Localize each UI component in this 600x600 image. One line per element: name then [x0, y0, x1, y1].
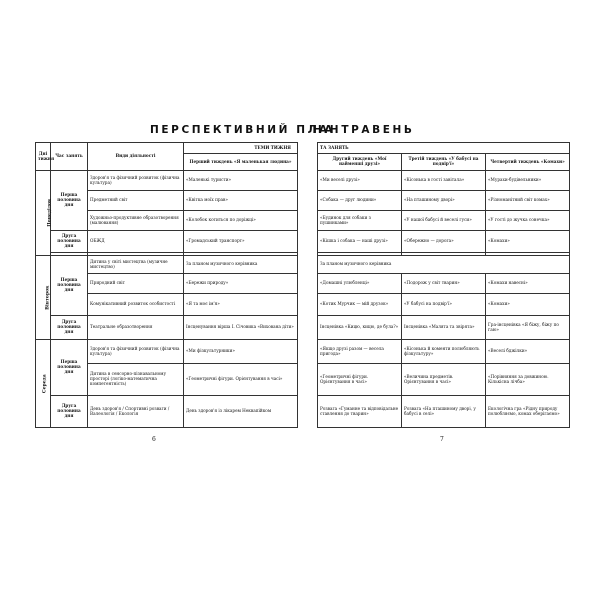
week4-cell: Гра-інсценівка «Я біжу, біжу по гаю» — [486, 316, 570, 340]
period-first-tuesday: Перша половина дня — [51, 256, 88, 316]
week3-cell: Інсценівка «Малята та звірята» — [402, 316, 486, 340]
activity-cell: ОБЖД — [88, 231, 184, 253]
header-themes-left: ТЕМИ ТИЖНЯ — [184, 143, 298, 154]
week2-cell: «Домашні улюбленці» — [318, 274, 402, 294]
week2-cell: «Якщо друзі разом — весела пригода» — [318, 340, 402, 364]
activity-cell: Театральне образотворення — [88, 316, 184, 340]
week4-cell: «Комахи» — [486, 294, 570, 316]
activity-cell: Здоров'я та фізичний розвиток (фізична культура) — [88, 171, 184, 191]
week4-cell: «Комахи навесні» — [486, 274, 570, 294]
week1-cell: «Я та моє ім'я» — [184, 294, 298, 316]
week4-cell: «Мурахи-будівельники» — [486, 171, 570, 191]
day-label-wednesday: Середа — [36, 340, 51, 428]
activity-cell: Здоров'я та фізичний розвиток (фізична культура) — [88, 340, 184, 364]
week3-cell: «Подорож у світ тварин» — [402, 274, 486, 294]
week1-cell: Інсценування вірша І. Січовика «Вихована діти» — [184, 316, 298, 340]
activity-cell: Комунікативний розвиток особистості — [88, 294, 184, 316]
activity-cell: Художньо-продуктивне образотворення (малювання) — [88, 211, 184, 231]
week2-cell: Розвага «Гуманне та відповідальне ставлення до тварин» — [318, 396, 402, 428]
header-time: Час занять — [51, 143, 88, 171]
week4-cell: Екологічна гра «Рідну природу полюбляємо, комах оберігаємо» — [486, 396, 570, 428]
week4-cell: «У гості до жучка сонечка» — [486, 211, 570, 231]
day-label-monday: Понеділок — [36, 171, 51, 256]
week3-cell: «Величина предметів. Орієнтування в часі» — [402, 364, 486, 396]
activity-cell: Предметний світ — [88, 191, 184, 211]
header-week-4: Четвертий тиждень «Комахи» — [486, 154, 570, 171]
header-activity: Види діяльності — [88, 143, 184, 171]
week3-cell: «Кісонька й коменти полюбляють фізкультуру» — [402, 340, 486, 364]
week4-cell: «Різноманітний світ комах» — [486, 191, 570, 211]
period-second-tuesday: Друга половина дня — [51, 316, 88, 340]
week1-cell: «Геометричні фігури. Орієнтування в часі» — [184, 364, 298, 396]
week3-cell: Розвага «На пташиному дворі, у бабусі в селі» — [402, 396, 486, 428]
week2-cell: Інсценівка «Кицю, кицю, де була?» — [318, 316, 402, 340]
week1-cell: «Квітка моїх прав» — [184, 191, 298, 211]
week3-cell: «На пташиному дворі» — [402, 191, 486, 211]
period-first-wednesday: Перша половина дня — [51, 340, 88, 396]
page-number-right: 7 — [440, 436, 444, 443]
week2-cell: «Котик Мурчик — мій друзок» — [318, 294, 402, 316]
week2-cell: «Геометричні фігури. Орієнтування в часі» — [318, 364, 402, 396]
plan-table-left — [35, 142, 298, 428]
activity-cell: Природний світ — [88, 274, 184, 294]
header-week-3: Третій тиждень «У бабусі на подвір'ї» — [402, 154, 486, 171]
week1-cell: «Ми фізкультурники» — [184, 340, 298, 364]
activity-cell: Дитина в сенсорно-пізнавальному просторі (логіко-математична компетентність) — [88, 364, 184, 396]
week4-cell: «Порівняння за довжиною. Кількісна лічба» — [486, 364, 570, 396]
week4-cell: «Комахи» — [486, 231, 570, 253]
week3-cell: «У нашої бабусі й веселі гуси» — [402, 211, 486, 231]
week1-cell: «Маленькі туристи» — [184, 171, 298, 191]
page-title-right: НА ТРАВЕНЬ — [313, 124, 415, 136]
period-first-monday: Перша половина дня — [51, 171, 88, 231]
week1-cell: «Бережи природу» — [184, 274, 298, 294]
week1-cell: За планом музичного керівника — [184, 256, 298, 274]
week4-cell: «Веселі бджілки» — [486, 340, 570, 364]
week3-cell: «Кісонька в гості завітала» — [402, 171, 486, 191]
activity-cell: Дитина у світі мистецтва (музичне мистецтво) — [88, 256, 184, 274]
week3-cell: «Обережно — дорога» — [402, 231, 486, 253]
page-number-left: 6 — [152, 436, 156, 443]
week1-cell: «Громадський транспорт» — [184, 231, 298, 253]
week3-cell: «У бабусі на подвір'ї» — [402, 294, 486, 316]
week2-cell: «Кішка і собака — наші друзі» — [318, 231, 402, 253]
activity-cell: День здоров'я / Спортивні розваги / Валеологія / Екологія — [88, 396, 184, 428]
period-second-wednesday: Друга половина дня — [51, 396, 88, 428]
week2-cell: «Будинок для собаки з пушинками» — [318, 211, 402, 231]
header-themes-right: ТА ЗАНЯТЬ — [318, 143, 570, 154]
week1-cell: День здоров'я із лікарем Неквапійком — [184, 396, 298, 428]
plan-table-right — [317, 142, 570, 428]
day-label-tuesday: Вівторок — [36, 256, 51, 340]
week2-cell: «Собака — друг людини» — [318, 191, 402, 211]
week2-cell: «Ми веселі друзі» — [318, 171, 402, 191]
header-week-1: Перший тиждень «Я маленькая людина» — [184, 154, 298, 171]
period-second-monday: Друга половина дня — [51, 231, 88, 253]
music-plan-merged-cell: За планом музичного керівника — [318, 256, 570, 274]
page-title-left: ПЕРСПЕКТИВНИЙ ПЛАН — [150, 124, 342, 136]
week1-cell: «Колобок котиться по доріжці» — [184, 211, 298, 231]
header-day: Дні тижня — [36, 143, 51, 171]
header-week-2: Другий тиждень «Мої найменші друзі» — [318, 154, 402, 171]
